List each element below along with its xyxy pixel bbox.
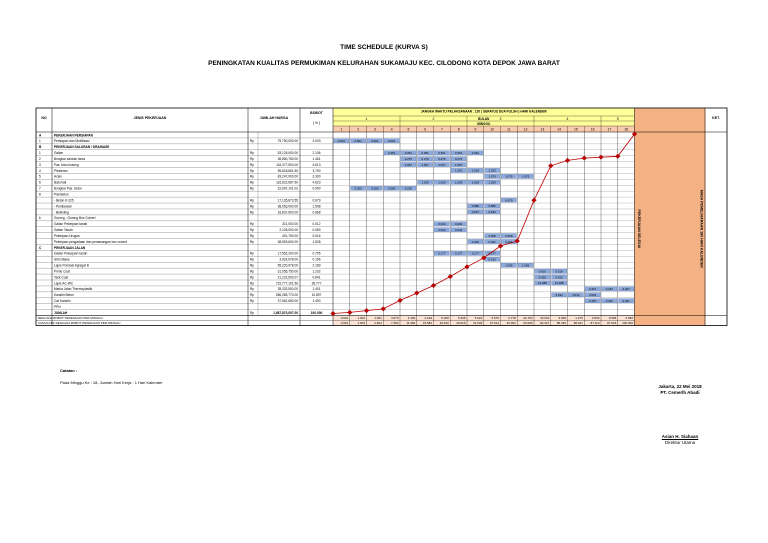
bar-value: 0.497 [589,298,597,303]
header-bobot-unit: ( % ) [312,121,321,125]
row-rp: Rp [250,222,255,227]
summary-cumulative-value: 87.113 [590,321,600,326]
bar-value: 3.632 [589,293,597,298]
row-rp: Rp [250,168,255,173]
summary-weekly-value: 0.502 [591,316,600,321]
row-name: Galian Tanah [54,228,73,233]
row-rp: Rp [250,251,255,256]
row-bobot: 28.777 [311,281,322,286]
row-bobot: 0.016 [312,233,321,238]
bar-value: 0.275 [438,156,446,161]
s-curve-point [364,308,369,313]
side-label-selesai: PEKERJAAN SELESAI [637,209,641,249]
week-number: 16 [590,127,595,132]
signature-name: Asian H. Siahaan [661,434,699,439]
summary-cumulative-value: 87.618 [607,321,617,326]
summary-weekly-value: 3.009 [558,316,566,321]
row-amount: 17,135,873.55 [277,198,298,203]
row-name: Lapis Pondasi Agregat B [54,263,89,268]
bar-value: 0.008 [488,233,496,238]
row-amount: 2,105,000.00 [279,228,298,233]
row-amount: 35,332,500.00 [277,287,298,292]
bar-value: 0.004 [455,222,463,226]
row-rp: Rp [250,156,255,161]
side-label-pemeliharaan: MASA PEMELIHARAAN 180 HARI KALENDER [699,189,704,268]
summary-cumulative-value: 20.610 [439,321,449,326]
row-no: 8 [39,192,41,197]
bar-value: 0.420 [555,275,563,280]
bar-value: 0.467 [605,287,613,292]
bar-value: 1.075 [488,174,496,179]
row-amount: 95,618,651.50 [277,168,298,173]
summary-weekly-value: 1.275 [575,316,583,321]
s-curve-point [347,310,352,315]
bar-value: 0.351 [388,150,396,155]
row-amount: 83,247,000.00 [277,174,298,179]
summary-weekly-value: 5.028 [441,316,449,321]
notes-line: Pada Minggu Ke : 18, Jumlah Hari Kerja : 1 Hari Kalender [60,380,163,385]
row-bobot: 1.232 [312,269,321,274]
bar-value: 1.263 [471,168,479,173]
bar-value: 0.420 [538,275,546,280]
row-amount: 37,581,650.00 [277,299,298,304]
row-bobot: 0.012 [312,222,321,227]
s-curve-point [331,311,336,316]
bar-value: 0.886 [471,204,479,209]
row-bobot: 2.106 [312,151,321,156]
s-curve-point [381,306,386,311]
row-rp: Rp [250,174,255,179]
row-bobot: 1.508 [312,204,321,209]
week-number: 12 [523,127,528,132]
row-no: 7 [39,186,41,191]
row-amount: 22,697,101.02 [277,186,298,191]
bar-value: 1.263 [488,168,496,173]
row-rp: Rp [250,239,255,244]
row-amount: 116,377,500.00 [276,162,298,167]
bar-value: 3.632 [572,293,580,298]
row-rp: Rp [250,233,255,238]
row-rp: Rp [250,151,255,156]
row-name: Galian Pekerjaan tanah [54,222,88,227]
row-no: 1 [39,139,41,144]
summary-weekly-value: 6.575 [491,316,499,321]
row-no: B [39,145,42,150]
summary-label-weekly: RENCANA BOBOT PEKERJAAN PER-MINGGU [38,316,103,321]
month-label: 5 [616,116,619,121]
bar-value: 14.388 [537,281,547,286]
summary-weekly-value: 4.679 [390,316,399,321]
bar-value: 0.200 [371,186,379,191]
s-curve-point [431,283,436,288]
row-amount: 17,552,200.00 [277,251,298,256]
bar-value: 0.008 [505,233,513,238]
row-rp: Rp [250,287,255,292]
summary-cumulative-value: 11.383 [406,321,416,326]
row-rp: Rp [250,263,255,268]
bar-value: 1.057 [421,162,429,167]
week-number: 8 [457,127,460,132]
bar-value: 1.029 [421,180,429,185]
summary-cumulative-value: 1.603 [357,321,365,326]
row-bobot: 10.897 [311,293,322,298]
summary-cumulative-value: 26.015 [456,321,466,326]
summary-cumulative-value: 85.336 [556,321,566,326]
row-name: Prime Coat [54,269,70,274]
row-amount: 1,687,870,007.00 [273,310,298,315]
bar-value: 1.029 [438,180,446,185]
month-label: 4 [566,116,569,121]
row-rp: Rp [250,275,255,280]
bar-value: 0.616 [538,269,546,274]
row-name: Tack Coat [54,275,69,280]
signature-place-date: Jakarta, 22 Mei 2018 [658,384,702,389]
row-name: Gorong - Gorong Box Culvert [54,216,96,221]
row-amount: 75,750,000.00 [277,139,298,144]
summary-weekly-value: 19.232 [540,316,550,321]
summary-cumulative-value: 37.614 [489,321,499,326]
s-curve-point [414,291,419,296]
bar-value: 0.491 [505,239,513,244]
week-number: 11 [507,127,511,132]
schedule-title: TIME SCHEDULE (KURVA S) [340,44,428,51]
row-amount: 401,760.00 [282,233,298,238]
bar-value: 0.042 [438,227,446,232]
summary-cumulative-value: 82.327 [540,321,550,326]
bar-value: 0.351 [438,150,446,155]
pemeliharaan-column-fill [635,108,706,326]
row-bobot: 0.841 [312,275,321,280]
summary-weekly-value: 22.703 [523,316,533,321]
row-name: PPN [54,304,61,309]
row-bobot: 0.900 [312,186,321,191]
bar-value: 0.601 [388,139,396,144]
row-bobot: 0.668 [312,210,321,215]
row-bobot: 0.679 [312,198,321,203]
bar-value: 1.263 [455,168,463,173]
row-name: PEKERJAAN JALAN [54,245,86,250]
month-label: 2 [432,116,435,121]
row-name: Bongkar saluran lama [54,156,86,161]
week-number: 6 [424,127,427,132]
row-rp: Rp [250,198,255,203]
row-bobot: 1.461 [312,156,321,161]
notes-title: Catatan : [60,368,78,373]
row-name: - Bekisting [54,210,69,215]
week-number: 18 [624,127,628,132]
row-bobot: 3.300 [312,174,321,179]
row-name: Plesteran [54,168,68,173]
bar-value: 0.275 [404,156,412,161]
summary-cumulative-value: 15.582 [422,321,432,326]
row-name: Pekerjaan pengadaan dan pemasangan box culvert [54,239,128,244]
bar-value: 0.177 [438,251,446,256]
s-curve-point [599,155,604,160]
row-name: Sirtu Biasa [54,257,70,262]
week-number: 5 [407,127,410,132]
row-rp: Rp [250,281,255,286]
row-bobot: 0.705 [312,251,321,256]
row-name: Galian [54,151,64,156]
bar-value: 1.057 [438,162,446,167]
header-jumlah: JUMLAH HARGA [259,116,289,120]
bar-value: 3.632 [555,293,563,298]
bar-value: 1.029 [488,180,496,185]
week-number: 7 [440,127,443,132]
header-no: NO [41,116,47,120]
bar-value: 1.029 [455,180,463,185]
bar-value: 0.351 [455,150,463,155]
s-curve-point [448,274,453,279]
bar-value: 1.057 [455,162,463,167]
row-rp: Rp [250,228,255,233]
row-no: 4 [39,168,41,173]
bar-value: 0.351 [471,150,479,155]
bar-value: 0.886 [488,204,496,209]
row-amount: 36,850,750.00 [277,156,298,161]
row-amount: 3,932,678.00 [279,257,298,262]
summary-weekly-value: 0.505 [608,316,617,321]
row-amount: 31,055,750.00 [277,269,298,274]
summary-cumulative-value: 31.039 [473,321,483,326]
row-amount: 55,220,978.00 [277,263,298,268]
row-rp: Rp [250,257,255,262]
summary-cumulative-value: 0.601 [340,321,349,326]
row-name: Acian [54,174,62,179]
week-number: 13 [540,127,545,132]
bar-value: 0.042 [455,227,463,232]
signature-position: Direktur Utama [664,440,696,445]
s-curve-point [398,298,403,303]
header-minggu: MINGGU [477,122,491,126]
summary-cumulative-value: 2.604 [374,321,382,326]
month-label: 1 [365,116,368,121]
row-no: 6 [39,180,41,185]
bar-value: 0.200 [388,186,396,191]
week-number: 1 [340,127,343,132]
bar-value: 0.601 [337,139,345,144]
row-no: 5 [39,174,41,179]
row-rp: Rp [250,162,255,167]
row-amount: 116,622,687.50 [276,180,298,185]
summary-cumulative-value: 63.095 [523,321,533,326]
bar-value: 0.177 [488,251,496,256]
bar-value: 1.075 [505,174,513,179]
row-name: PEKERJAAN SALURAN / DRAINASE [54,145,110,150]
row-bobot: 0.083 [312,228,321,233]
summary-cumulative-value: 100.000 [622,321,633,326]
s-curve-point [465,264,470,269]
bar-value: 14.388 [554,281,564,286]
bar-value: 0.200 [404,186,412,191]
header-jangka: JANGKA WAKTU PELAKSANAAN : 120 ( SERATUS DUA PULUH ) HARI KALENDER [420,109,547,114]
bar-value: 0.275 [455,156,463,161]
row-rp: Rp [250,180,255,185]
row-name: - Pembesian [54,204,72,209]
row-name: Pekerjaan Urugan [54,233,80,238]
summary-cumulative-value: 7.283 [390,321,399,326]
s-curve-point [582,156,587,161]
row-name: Plat Beton [54,192,69,197]
row-bobot: 100.000 [310,310,323,315]
row-bobot: 1.401 [312,287,321,292]
bar-value: 0.601 [354,139,362,144]
bar-value: 0.679 [505,198,513,203]
bar-value: 0.491 [471,239,479,244]
summary-weekly-value: 5.024 [474,316,483,321]
summary-weekly-value: 2.778 [508,316,516,321]
s-curve-point [565,158,570,163]
s-curve-point [532,198,537,203]
row-rp: Rp [250,139,255,144]
row-amount: 21,222,503.07 [277,275,298,280]
project-subtitle: PENINGKATAN KUALITAS PERMUKIMAN KELURAHAN SUKAMAJU KEC. CILODONG KOTA DEPOK JAWA BARAT [208,60,560,67]
row-name: - Beton K-225 [54,198,74,203]
row-bobot: 2.189 [312,263,321,268]
bar-value: 0.351 [404,150,412,155]
row-name: Bongkar Pas. beton [54,186,82,191]
bar-value: 0.156 [488,257,496,262]
row-amount: 286,285,770.00 [275,293,298,298]
row-rp: Rp [250,186,255,191]
row-no: b [39,216,41,221]
bar-value: 0.177 [471,251,479,256]
row-amount: 53,125,000.00 [277,151,298,156]
bar-value: 0.351 [421,150,429,155]
bar-value: 0.037 [471,210,479,215]
bar-value: 0.616 [555,269,563,274]
row-name: Batu kali [54,180,67,185]
row-no: C [39,245,42,250]
bar-value: 0.633 [488,210,496,215]
summary-weekly-value: 5.405 [457,316,466,321]
bar-value: 0.275 [421,156,429,161]
row-name: Galian Pekerjaan tanah [54,251,88,256]
summary-weekly-value: 1.001 [374,316,382,321]
row-bobot: 3.003 [312,139,321,144]
header-ket: KET. [712,116,720,120]
row-amount: 16,837,500.00 [277,210,298,215]
row-bobot: 0.156 [312,257,321,262]
row-name: JUMLAH [54,310,68,315]
row-amount: 311,000.00 [282,222,298,227]
week-number: 4 [390,127,393,132]
row-amount: 38,053,000.00 [277,204,298,209]
row-bobot: 1.490 [312,299,321,304]
row-bobot: 4.613 [312,162,321,167]
bar-value: 0.200 [354,186,362,191]
week-number: 10 [490,127,494,132]
week-number: 14 [557,127,561,132]
row-rp: Rp [250,293,255,298]
header-bulan: BULAN [478,116,490,121]
summary-cumulative-value: 40.392 [506,321,516,326]
summary-cumulative-value: 86.611 [573,321,583,326]
summary-weekly-value: 1.002 [357,316,365,321]
row-name: Kanstin Beton [54,293,74,298]
row-rp: Rp [250,210,255,215]
row-amount: 38,553,600.00 [277,239,298,244]
bar-value: 1.029 [471,180,479,185]
row-no: A [39,133,42,138]
bar-value: 0.467 [589,287,597,292]
row-bobot: 1.528 [312,239,321,244]
bar-value: 0.177 [455,251,463,256]
bar-value: 1.075 [522,174,530,179]
row-name: Marka Jalan Thermoplastik [54,287,93,292]
row-rp: Rp [250,269,255,274]
row-rp: Rp [250,310,255,315]
row-name: Lapis AC-WC [54,281,74,286]
row-rp: Rp [250,204,255,209]
week-number: 2 [357,127,360,132]
summary-label-cumulative: KUMULATIF RENCANA BOBOT PEKERJAAN PER-MINGGU [38,321,121,326]
row-name: PEKERJAAN PERSIAPAN [54,133,93,138]
summary-weekly-value: 4.199 [424,316,432,321]
bar-value: 0.497 [622,298,630,303]
bar-value: 0.467 [622,287,630,292]
bar-value: 0.601 [371,139,379,144]
row-no: 3 [39,162,41,167]
row-name: Cat Kanstin [54,299,71,304]
week-number: 17 [607,127,612,132]
week-number: 9 [474,127,477,132]
row-no: 2 [39,156,41,161]
bar-value: 1.095 [522,263,530,268]
row-rp: Rp [250,299,255,304]
row-name: Persiapan dan Mobilisasi [54,139,90,144]
bar-value: 1.057 [404,162,412,167]
s-curve-point [498,244,503,249]
summary-weekly-value: 0.601 [340,316,349,321]
bar-value: 1.095 [505,263,513,268]
row-amount: 722,777,191.56 [275,281,298,286]
row-no: 1 [39,151,41,156]
row-name: Pas. batu kosong [54,162,79,167]
week-number: 15 [574,127,578,132]
month-label: 3 [499,116,502,121]
header-bobot: BOBOT [310,111,323,115]
header-jenis: JENIS PEKERJAAN [133,116,167,120]
bar-value: 0.491 [488,239,496,244]
summary-weekly-value: 4.100 [407,316,416,321]
row-bobot: 4.623 [312,180,321,185]
week-number: 3 [373,127,376,132]
signature-company: PT. Cemerlh Abadi [660,390,700,395]
bar-value: 0.004 [438,222,446,226]
row-bobot: 3.790 [312,168,321,173]
bar-value: 0.497 [605,298,613,303]
summary-weekly-value: 0.582 [625,316,633,321]
